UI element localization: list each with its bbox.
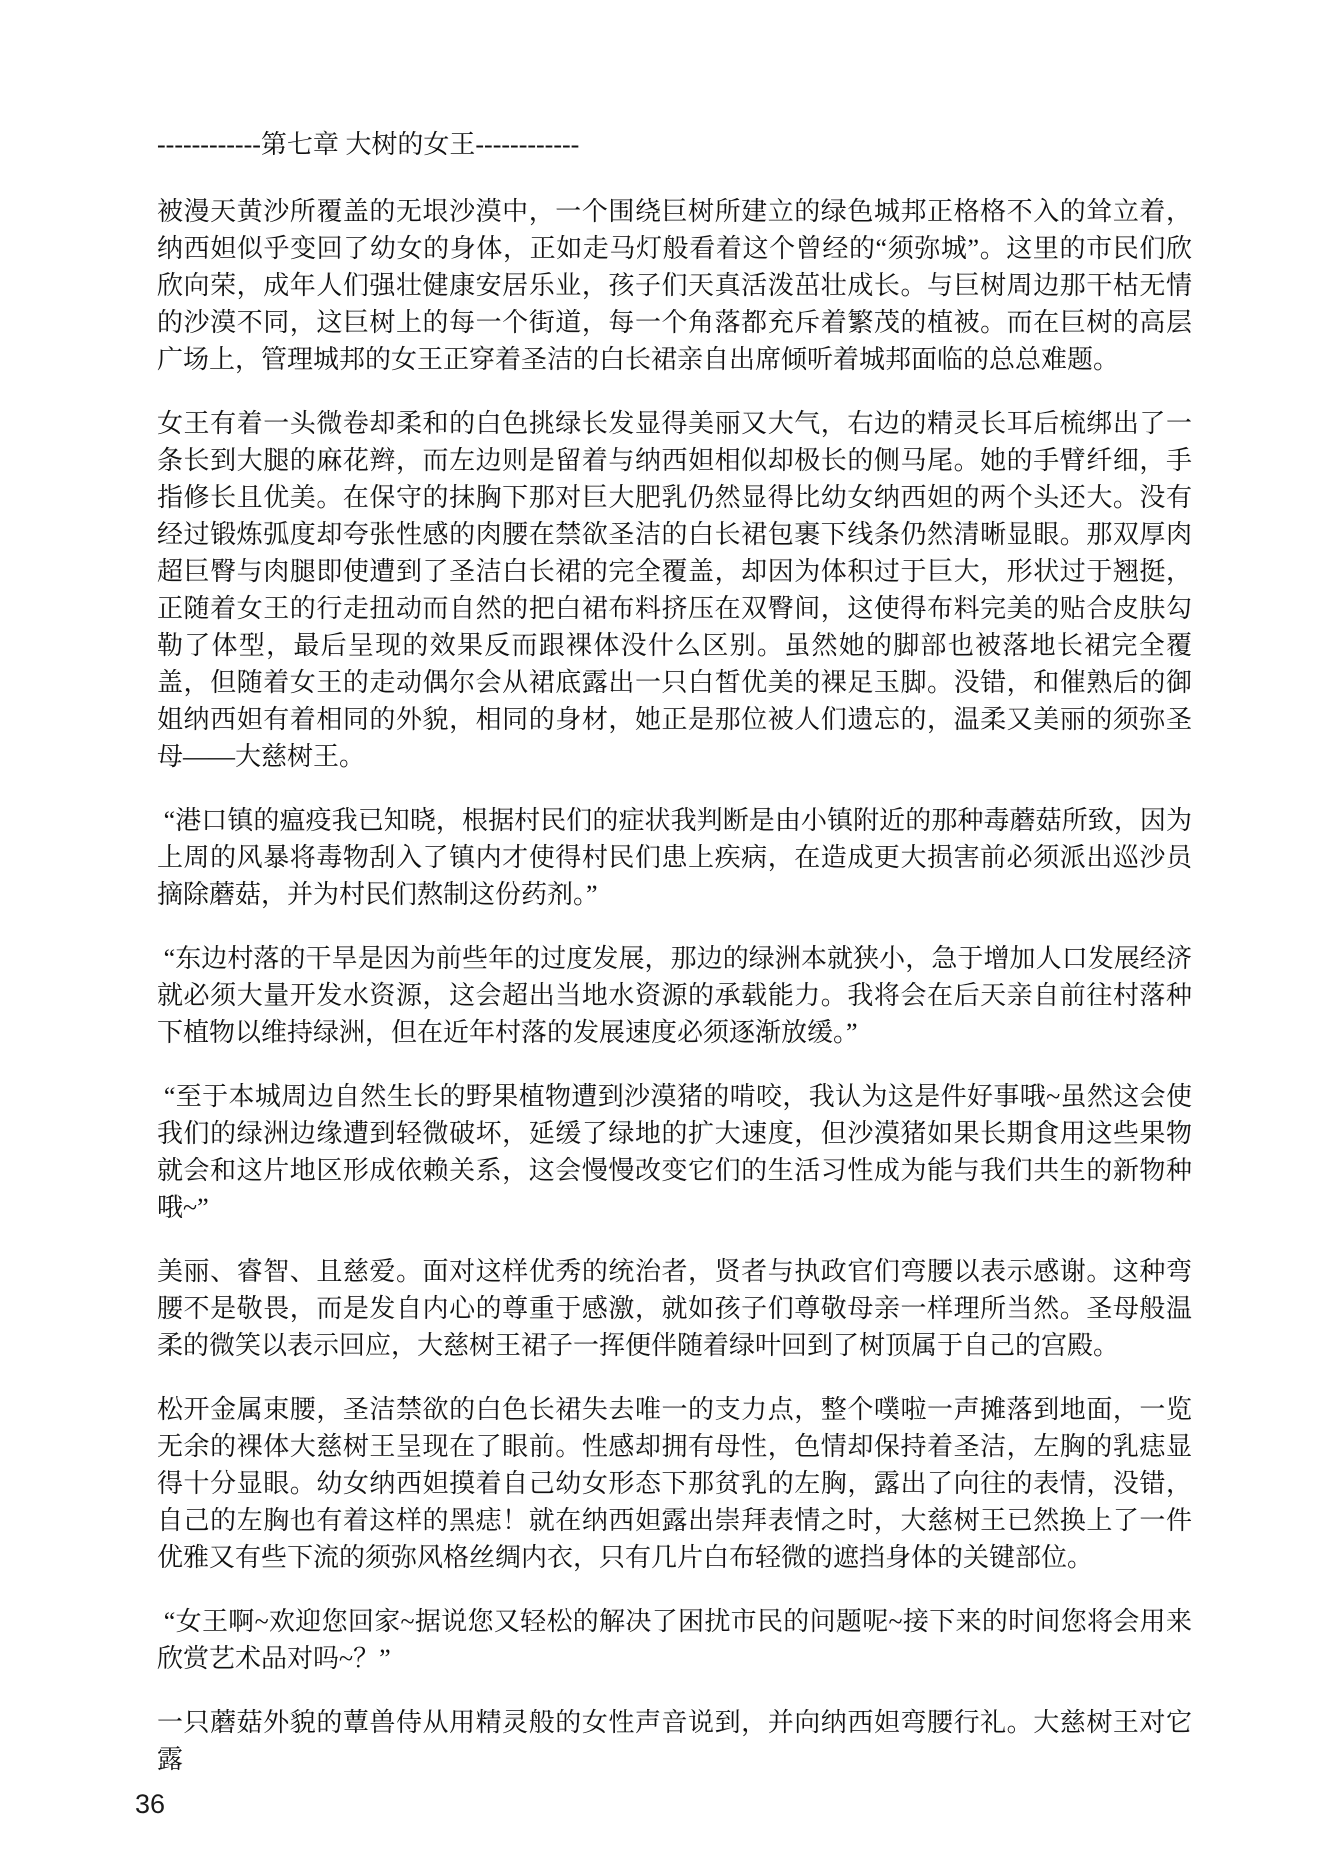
page-number: 36 bbox=[135, 1789, 166, 1819]
body-paragraph: 被漫天黄沙所覆盖的无垠沙漠中，一个围绕巨树所建立的绿色城邦正格格不入的耸立着，纳西妲似乎变回了幼女的身体，正如走马灯般看着这个曾经的“须弥城”。这里的市民们欣欣向荣，成年人们强壮健康安居乐业，孩子们天真活泼茁壮成长。与巨树周边那干枯无情的沙漠不同，这巨树上的每一个街道，每一个角落都充斥着繁茂的植被。而在巨树的高层广场上，管理城邦的女王正穿着圣洁的白长裙亲自出席倾听着城邦面临的总总难题。 bbox=[157, 197, 1192, 374]
chapter-content bbox=[157, 126, 1192, 1805]
body-paragraph: “女王啊~欢迎您回家~据说您又轻松的解决了困扰市民的问题呢~接下来的时间您将会用来欣赏艺术品对吗~？” bbox=[157, 1607, 1192, 1673]
body-paragraph: 松开金属束腰，圣洁禁欲的白色长裙失去唯一的支力点，整个噗啦一声摊落到地面，一览无余的裸体大慈树王呈现在了眼前。性感却拥有母性，色情却保持着圣洁，左胸的乳痣显得十分显眼。幼女纳西妲摸着自己幼女形态下那贫乳的左胸，露出了向往的表情，没错，自己的左胸也有着这样的黑痣！就在纳西妲露出崇拜表情之时，大慈树王已然换上了一件优雅又有些下流的须弥风格丝绸内衣，只有几片白布轻微的遮挡身体的关键部位。 bbox=[157, 1395, 1192, 1572]
body-paragraph: “东边村落的干旱是因为前些年的过度发展，那边的绿洲本就狭小，急于增加人口发展经济就必须大量开发水资源，这会超出当地水资源的承载能力。我将会在后天亲自前往村落种下植物以维持绿洲，但在近年村落的发展速度必须逐渐放缓。” bbox=[157, 944, 1192, 1047]
body-paragraph: 女王有着一头微卷却柔和的白色挑绿长发显得美丽又大气，右边的精灵长耳后梳绑出了一条长到大腿的麻花辫，而左边则是留着与纳西妲相似却极长的侧马尾。她的手臂纤细，手指修长且优美。在保守的抹胸下那对巨大肥乳仍然显得比幼女纳西妲的两个头还大。没有经过锻炼弧度却夸张性感的肉腰在禁欲圣洁的白长裙包裹下线条仍然清晰显眼。那双厚肉超巨臀与肉腿即使遭到了圣洁白长裙的完全覆盖，却因为体积过于巨大，形状过于翘挺，正随着女王的行走扭动而自然的把白裙布料挤压在双臀间，这使得布料完美的贴合皮肤勾勒了体型，最后呈现的效果反而跟裸体没什么区别。虽然她的脚部也被落地长裙完全覆盖，但随着女王的走动偶尔会从裙底露出一只白皙优美的裸足玉脚。没错，和催熟后的御姐纳西妲有着相同的外貌，相同的身材，她正是那位被人们遗忘的，温柔又美丽的须弥圣母——大慈树王。 bbox=[157, 409, 1192, 771]
chapter-heading: ------------第七章 大树的女王------------ bbox=[157, 130, 580, 159]
body-paragraph: “至于本城周边自然生长的野果植物遭到沙漠猪的啃咬，我认为这是件好事哦~虽然这会使我们的绿洲边缘遭到轻微破坏，延缓了绿地的扩大速度，但沙漠猪如果长期食用这些果物就会和这片地区形成依赖关系，这会慢慢改变它们的生活习性成为能与我们共生的新物种哦~” bbox=[157, 1082, 1192, 1222]
body-paragraph: “港口镇的瘟疫我已知晓，根据村民们的症状我判断是由小镇附近的那种毒蘑菇所致，因为上周的风暴将毒物刮入了镇内才使得村民们患上疾病，在造成更大损害前必须派出巡沙员摘除蘑菇，并为村民们熬制这份药剂。” bbox=[157, 806, 1192, 909]
body-paragraph: 一只蘑菇外貌的蕈兽侍从用精灵般的女性声音说到，并向纳西妲弯腰行礼。大慈树王对它露 bbox=[157, 1708, 1192, 1774]
body-paragraph: 美丽、睿智、且慈爱。面对这样优秀的统治者，贤者与执政官们弯腰以表示感谢。这种弯腰不是敬畏，而是发自内心的尊重于感激，就如孩子们尊敬母亲一样理所当然。圣母般温柔的微笑以表示回应，大慈树王裙子一挥便伴随着绿叶回到了树顶属于自己的宫殿。 bbox=[157, 1257, 1192, 1360]
